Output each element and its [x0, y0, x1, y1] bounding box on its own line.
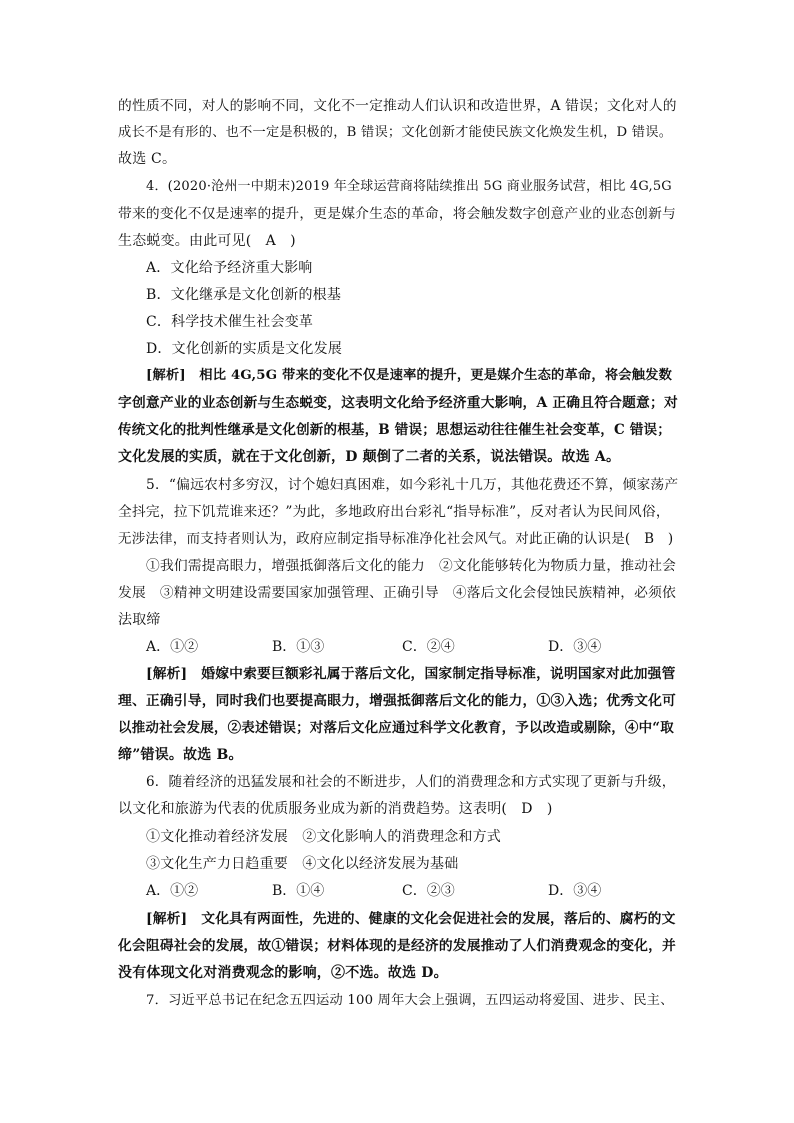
question-5-stem: 5．“偏远农村多穷汉，讨个媳妇真困难，如今彩礼十几万，其他花费还不算，倾家荡产 [146, 477, 679, 493]
question-6-analysis: 化会阻碍社会的发展，故①错误；材料体现的是经济的发展推动了人们消费观念的变化，并 [118, 938, 677, 954]
option-c: C．②③ [402, 883, 455, 899]
text-line: 故选 C。 [118, 151, 177, 167]
text-line: 成长不是有形的、也不一定是积极的，B 错误；文化创新才能使民族文化焕发生机，D 错误。 [118, 125, 673, 140]
question-7-stem: 7．习近平总书记在纪念五四运动 100 周年大会上强调，五四运动将爱国、进步、民主、 [146, 993, 674, 1008]
question-5-stem: 全抖完，拉下饥荒谁来还？”为此，多地政府出台彩礼“指导标准”，反对者认为民间风俗， [118, 504, 670, 520]
option-a: A．①② [146, 639, 199, 655]
question-5-statements: ①我们需提高眼力，增强抵御落后文化的能力 ②文化能够转化为物质力量，推动社会 [146, 558, 677, 574]
option-b: B．①④ [272, 883, 325, 899]
question-5-options [146, 638, 666, 656]
question-5-analysis: [解析] 婚嫁中索要巨额彩礼属于落后文化，国家制定指导标准，说明国家对此加强管 [146, 666, 676, 682]
option-d: D．③④ [548, 639, 602, 655]
question-4-analysis: 文化发展的实质，就在于文化创新，D 颠倒了二者的关系，说法错误。故选 A。 [118, 449, 621, 465]
question-6-analysis: 没有体现文化对消费观念的影响，②不选。故选 D。 [118, 965, 448, 981]
question-6-stem: 以文化和旅游为代表的优质服务业成为新的消费趋势。这表明( D ) [118, 801, 553, 817]
text-line: 的性质不同，对人的影响不同，文化不一定推动人们认识和改造世界，A 错误；文化对人的 [118, 98, 677, 114]
question-4-stem: 生态蜕变。由此可见( A ) [118, 233, 296, 249]
question-6-options [146, 882, 666, 900]
question-5-analysis: 理、正确引导，同时我们也要提高眼力，增强抵御落后文化的能力，①③入选；优秀文化可 [118, 693, 677, 709]
option-d: D．③④ [548, 883, 602, 899]
question-4-option-b: B．文化继承是文化创新的根基 [146, 287, 342, 303]
question-4-stem: 带来的变化不仅是速率的提升，更是媒介生态的革命，将会触发数字创意产业的业态创新与 [118, 206, 677, 222]
question-4-option-a: A．文化给予经济重大影响 [146, 260, 313, 276]
option-b: B．①③ [272, 639, 325, 655]
question-4-analysis: 传统文化的批判性继承是文化创新的根基，B 错误；思想运动往往催生社会变革，C 错误； [118, 422, 671, 438]
question-4-option-d: D．文化创新的实质是文化发展 [146, 341, 343, 357]
question-6-analysis: [解析] 文化具有两面性，先进的、健康的文化会促进社会的发展，落后的、腐朽的文 [146, 911, 676, 927]
question-4-analysis: 字创意产业的业态创新与生态蜕变，这表明文化给予经济重大影响，A 正确且符合题意；对 [118, 395, 678, 411]
question-6-statements: ①文化推动着经济发展 ②文化影响人的消费理念和方式 [146, 829, 501, 845]
option-c: C．②④ [402, 639, 455, 655]
question-5-analysis: 缔”错误。故选 B。 [118, 747, 243, 763]
question-5-stem: 无涉法律，而支持者则认为，政府应制定指导标准净化社会风气。对此正确的认识是( B ) [118, 531, 674, 547]
question-5-statements: 发展 ③精神文明建设需要国家加强管理、正确引导 ④落后文化会侵蚀民族精神，必须依 [118, 585, 677, 601]
question-6-stem: 6．随着经济的迅猛发展和社会的不断进步，人们的消费理念和方式实现了更新与升级， [146, 774, 676, 790]
question-4-option-c: C．科学技术催生社会变革 [146, 314, 314, 330]
question-4-stem: 4．(2020·沧州一中期末)2019 年全球运营商将陆续推出 5G 商业服务试营，相比 4G,5G [146, 179, 672, 194]
question-5-analysis: 以推动社会发展，②表述错误；对落后文化应通过科学文化教育，予以改造或剔除，④中“取 [118, 720, 674, 736]
option-a: A．①② [146, 883, 199, 899]
question-6-statements: ③文化生产力日趋重要 ④文化以经济发展为基础 [146, 856, 459, 872]
question-4-analysis: [解析] 相比 4G,5G 带来的变化不仅是速率的提升，更是媒介生态的革命，将会触发数 [146, 368, 673, 383]
question-5-statements: 法取缔 [118, 612, 161, 628]
